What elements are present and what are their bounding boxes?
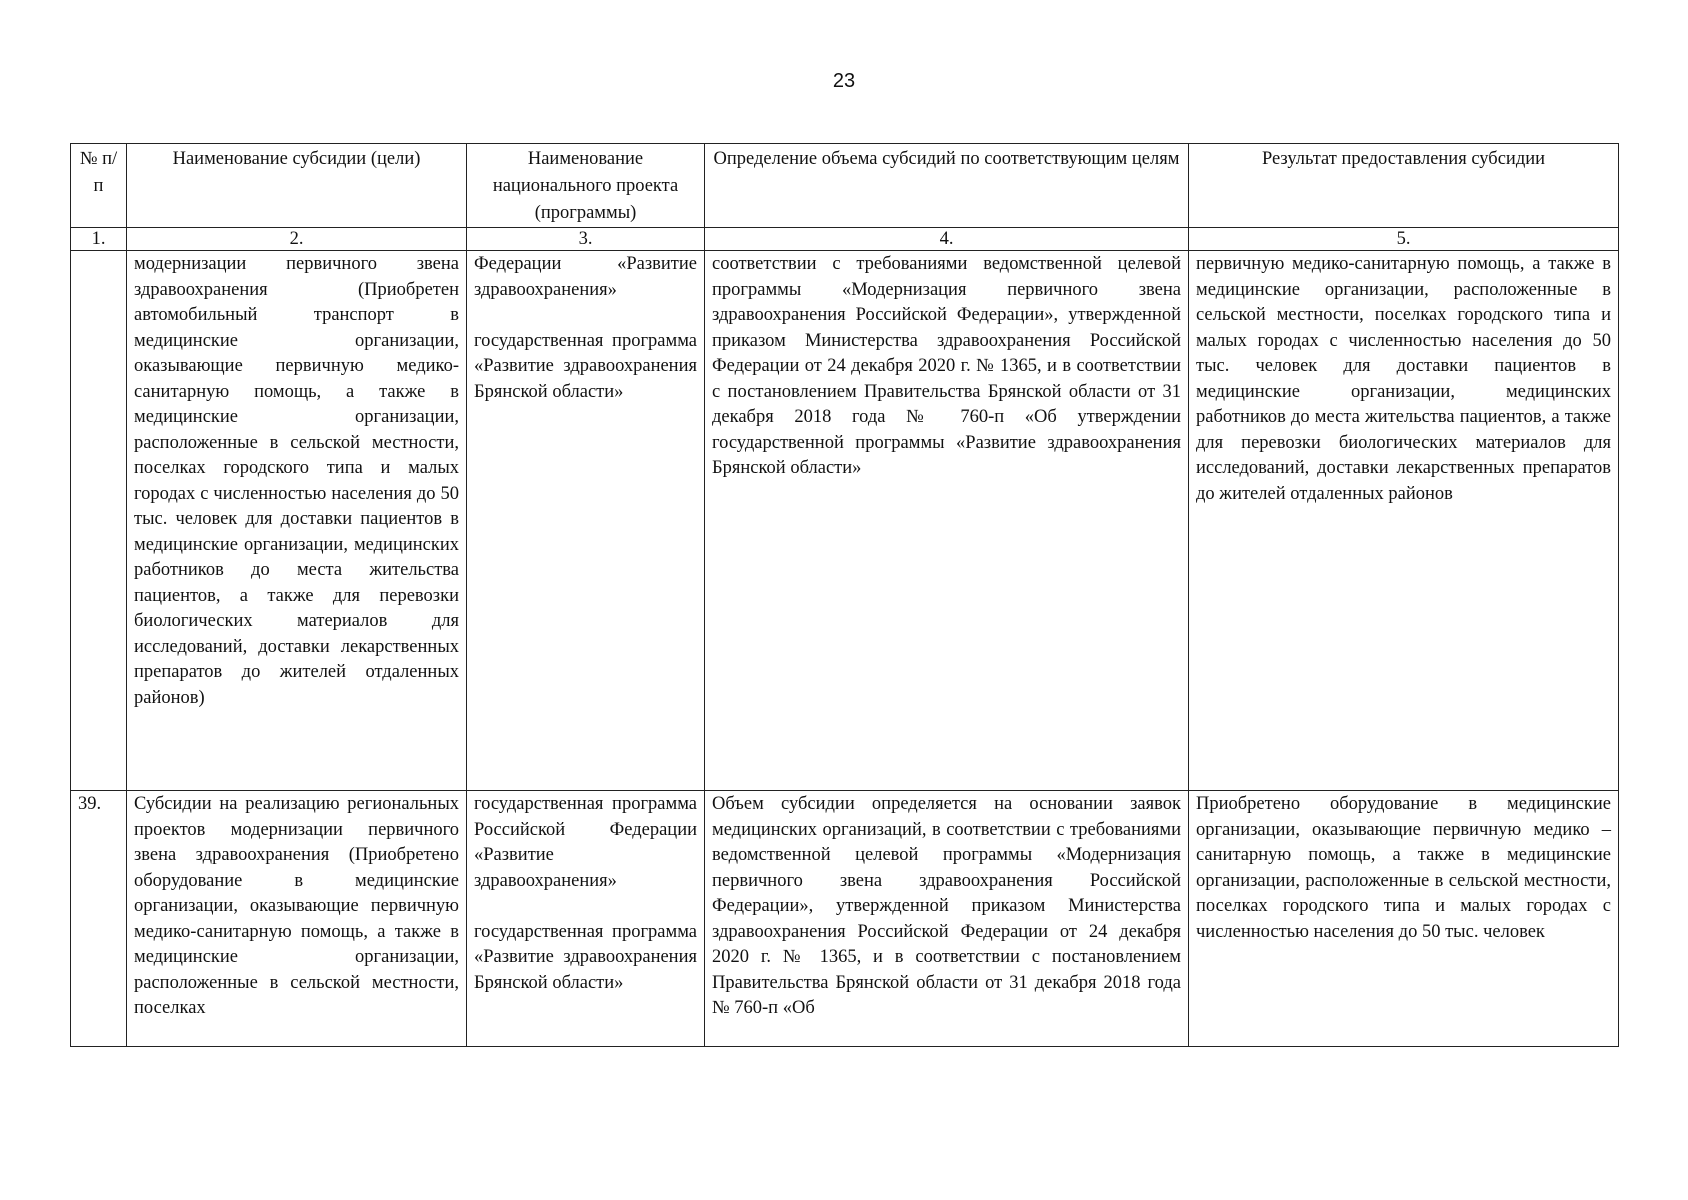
volume-definition-cell: Объем субсидии определяется на основании заявок медицинских организаций, в соответствии с требованиями ведомственной целевой программы «Модернизация первичного звена здравоохранения Российской Федерации», утвержденной приказом Министерства здравоохранения Российской Федерации от 24 декабря 2020 г. № 1365, и в соответствии с постановлением Правительства Брянской области от 31 декабря 2018 года № 760-п «Об <box>705 791 1189 1047</box>
project-cell <box>467 791 705 1047</box>
header-row <box>71 144 1619 228</box>
subsidy-name-cell: Субсидии на реализацию региональных проектов модернизации первичного звена здравоохранения (Приобретено оборудование в медицинские организации, оказывающие первичную медико-санитарную помощь, а также в медицинские организации, расположенные в сельской местности, поселках <box>127 791 467 1047</box>
header-result: Результат предоставления субсидии <box>1189 144 1619 228</box>
project-federal: Федерации «Развитие здравоохранения» <box>474 254 697 300</box>
column-number: 4. <box>705 228 1189 251</box>
header-volume-definition: Определение объема субсидий по соответствующим целям <box>705 144 1189 228</box>
subsidies-table <box>70 143 1619 1047</box>
header-project-name: Наименование национального проекта (программы) <box>467 144 705 228</box>
project-federal: государственная программа Российской Федерации «Развитие здравоохранения» <box>474 794 697 891</box>
project-cell <box>467 251 705 791</box>
column-number: 1. <box>71 228 127 251</box>
result-cell: первичную медико-санитарную помощь, а также в медицинские организации, расположенные в сельской местности, поселках городского типа и малых городах с численностью населения до 50 тыс. человек для доставки пациентов в медицинские организации, медицинских работников до места жительства пациентов, а также для перевозки биологических материалов для исследований, доставки лекарственных препаратов до жителей отдаленных районов <box>1189 251 1619 791</box>
paragraph-gap <box>474 303 697 329</box>
project-regional: государственная программа «Развитие здравоохранения Брянской области» <box>474 330 697 402</box>
column-number: 2. <box>127 228 467 251</box>
result-cell: Приобретено оборудование в медицинские организации, оказывающие первичную медико – санитарную помощь, а также в медицинские организации, расположенные в сельской местности, поселках городского типа и малых городах с численностью населения до 50 тыс. человек <box>1189 791 1619 1047</box>
project-regional: государственная программа «Развитие здравоохранения Брянской области» <box>474 921 697 993</box>
header-number: № п/п <box>71 144 127 228</box>
paragraph-gap <box>474 894 697 920</box>
column-number: 3. <box>467 228 705 251</box>
header-subsidy-name: Наименование субсидии (цели) <box>127 144 467 228</box>
row-number <box>71 251 127 791</box>
column-number: 5. <box>1189 228 1619 251</box>
column-number-row <box>71 228 1619 251</box>
table-row <box>71 251 1619 791</box>
table-row <box>71 791 1619 1047</box>
volume-definition-cell: соответствии с требованиями ведомственной целевой программы «Модернизация первичного звена здравоохранения Российской Федерации», утвержденной приказом Министерства здравоохранения Российской Федерации от 24 декабря 2020 г. № 1365, и в соответствии с постановлением Правительства Брянской области от 31 декабря 2018 года № 760-п «Об утверждении государственной программы «Развитие здравоохранения Брянской области» <box>705 251 1189 791</box>
subsidy-name-cell: модернизации первичного звена здравоохранения (Приобретен автомобильный транспорт в медицинские организации, оказывающие первичную медико-санитарную помощь, а также в медицинские организации, расположенные в сельской местности, поселках городского типа и малых городах с численностью населения до 50 тыс. человек для доставки пациентов в медицинские организации, медицинских работников до места жительства пациентов, а также для перевозки биологических материалов для исследований, доставки лекарственных препаратов до жителей отдаленных районов) <box>127 251 467 791</box>
row-number: 39. <box>71 791 127 1047</box>
page-number: 23 <box>832 70 856 92</box>
